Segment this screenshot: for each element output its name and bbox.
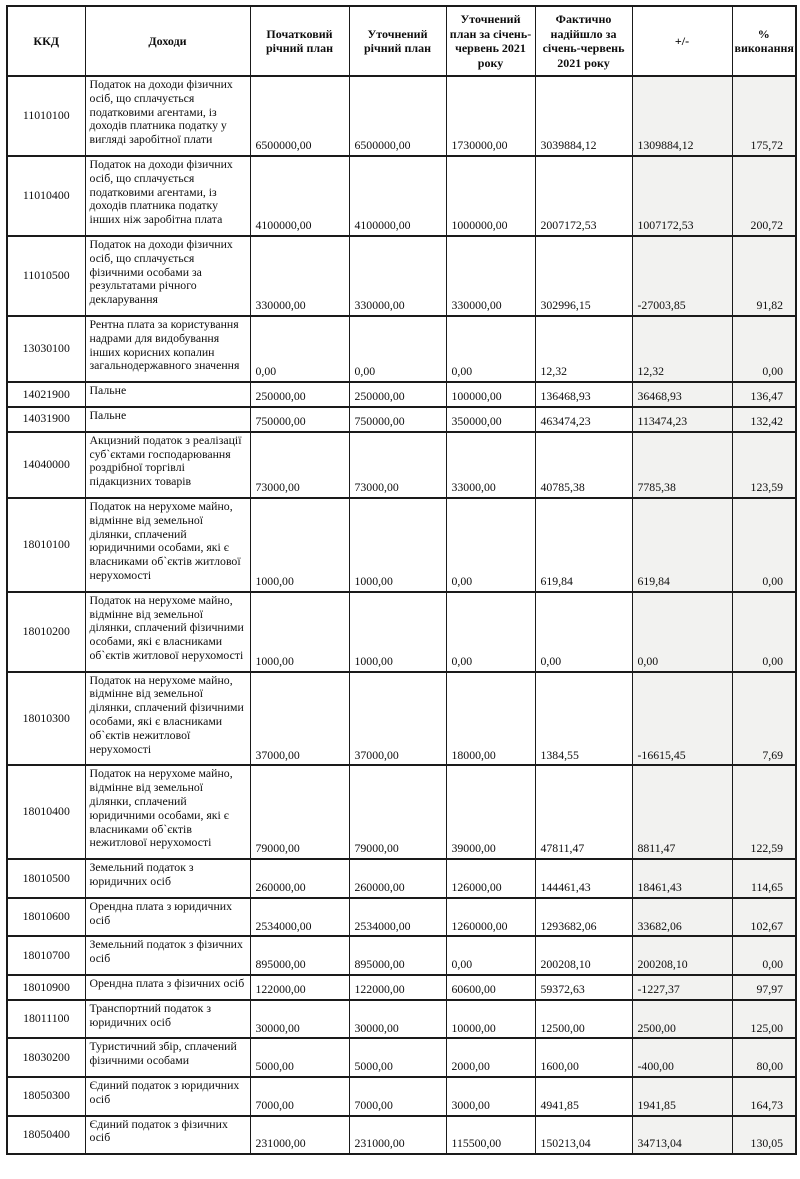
cell-plan-initial: 330000,00: [250, 236, 349, 316]
cell-plan-period: 18000,00: [446, 672, 535, 766]
cell-delta: 12,32: [632, 316, 732, 382]
cell-income-name: Єдиний податок з юридичних осіб: [85, 1077, 250, 1116]
cell-actual-received: 0,00: [535, 592, 632, 672]
cell-delta: -400,00: [632, 1038, 732, 1077]
cell-plan-refined: 7000,00: [349, 1077, 446, 1116]
cell-plan-refined: 79000,00: [349, 765, 446, 859]
cell-delta: 2500,00: [632, 1000, 732, 1039]
cell-actual-received: 40785,38: [535, 432, 632, 498]
cell-percent-execution: 91,82: [732, 236, 796, 316]
cell-delta: 34713,04: [632, 1116, 732, 1155]
cell-code: 18030200: [7, 1038, 85, 1077]
cell-code: 14021900: [7, 382, 85, 407]
cell-actual-received: 1384,55: [535, 672, 632, 766]
table-row: [7, 156, 796, 236]
cell-percent-execution: 130,05: [732, 1116, 796, 1155]
cell-plan-refined: 1000,00: [349, 592, 446, 672]
cell-actual-received: 150213,04: [535, 1116, 632, 1155]
cell-delta: 113474,23: [632, 407, 732, 432]
cell-code: 18010900: [7, 975, 85, 1000]
cell-actual-received: 619,84: [535, 498, 632, 592]
cell-actual-received: 59372,63: [535, 975, 632, 1000]
cell-code: 18010300: [7, 672, 85, 766]
cell-plan-initial: 4100000,00: [250, 156, 349, 236]
cell-code: 14040000: [7, 432, 85, 498]
cell-income-name: Транспортний податок з юридичних осіб: [85, 1000, 250, 1039]
cell-plan-refined: 73000,00: [349, 432, 446, 498]
cell-delta: 1007172,53: [632, 156, 732, 236]
cell-income-name: Податок на доходи фізичних осіб, що сплачується податковими агентами, із доходів платника податку у вигляді заробітної плати: [85, 76, 250, 156]
cell-plan-period: 1000000,00: [446, 156, 535, 236]
cell-percent-execution: 123,59: [732, 432, 796, 498]
cell-plan-initial: 1000,00: [250, 498, 349, 592]
cell-plan-initial: 122000,00: [250, 975, 349, 1000]
cell-percent-execution: 114,65: [732, 859, 796, 898]
table-row: [7, 936, 796, 975]
cell-code: 11010100: [7, 76, 85, 156]
cell-income-name: Єдиний податок з фізичних осіб: [85, 1116, 250, 1155]
cell-delta: 18461,43: [632, 859, 732, 898]
cell-delta: 8811,47: [632, 765, 732, 859]
cell-delta: 1941,85: [632, 1077, 732, 1116]
cell-plan-refined: 250000,00: [349, 382, 446, 407]
cell-income-name: Пальне: [85, 407, 250, 432]
cell-delta: -1227,37: [632, 975, 732, 1000]
cell-plan-period: 0,00: [446, 592, 535, 672]
cell-percent-execution: 136,47: [732, 382, 796, 407]
cell-plan-period: 126000,00: [446, 859, 535, 898]
cell-actual-received: 144461,43: [535, 859, 632, 898]
cell-actual-received: 3039884,12: [535, 76, 632, 156]
cell-code: 14031900: [7, 407, 85, 432]
table-row: [7, 765, 796, 859]
cell-plan-period: 100000,00: [446, 382, 535, 407]
table-row: [7, 76, 796, 156]
revenue-table: [6, 5, 797, 1155]
cell-income-name: Земельний податок з фізичних осіб: [85, 936, 250, 975]
table-row: [7, 1116, 796, 1155]
cell-percent-execution: 125,00: [732, 1000, 796, 1039]
cell-plan-initial: 79000,00: [250, 765, 349, 859]
cell-percent-execution: 164,73: [732, 1077, 796, 1116]
cell-plan-refined: 895000,00: [349, 936, 446, 975]
cell-plan-period: 1260000,00: [446, 898, 535, 937]
column-header-incomes: Доходи: [85, 6, 250, 76]
cell-code: 18010400: [7, 765, 85, 859]
cell-delta: 36468,93: [632, 382, 732, 407]
cell-actual-received: 4941,85: [535, 1077, 632, 1116]
cell-code: 11010500: [7, 236, 85, 316]
cell-code: 11010400: [7, 156, 85, 236]
cell-percent-execution: 0,00: [732, 498, 796, 592]
table-row: [7, 382, 796, 407]
cell-code: 18050300: [7, 1077, 85, 1116]
cell-actual-received: 302996,15: [535, 236, 632, 316]
cell-actual-received: 463474,23: [535, 407, 632, 432]
column-header-percent-execution: % виконання: [732, 6, 796, 76]
cell-percent-execution: 80,00: [732, 1038, 796, 1077]
cell-plan-period: 330000,00: [446, 236, 535, 316]
table-row: [7, 407, 796, 432]
cell-code: 18010700: [7, 936, 85, 975]
cell-plan-initial: 2534000,00: [250, 898, 349, 937]
cell-code: 13030100: [7, 316, 85, 382]
cell-plan-initial: 0,00: [250, 316, 349, 382]
cell-plan-period: 1730000,00: [446, 76, 535, 156]
cell-delta: -16615,45: [632, 672, 732, 766]
cell-income-name: Податок на нерухоме майно, відмінне від земельної ділянки, сплачений фізичними особами, які є власниками об`єктів нежитлової нерухомості: [85, 672, 250, 766]
cell-plan-period: 10000,00: [446, 1000, 535, 1039]
cell-percent-execution: 7,69: [732, 672, 796, 766]
cell-plan-refined: 1000,00: [349, 498, 446, 592]
cell-plan-refined: 37000,00: [349, 672, 446, 766]
cell-plan-period: 115500,00: [446, 1116, 535, 1155]
cell-code: 18010100: [7, 498, 85, 592]
cell-plan-initial: 260000,00: [250, 859, 349, 898]
cell-delta: 7785,38: [632, 432, 732, 498]
cell-income-name: Пальне: [85, 382, 250, 407]
cell-delta: 200208,10: [632, 936, 732, 975]
cell-income-name: Податок на нерухоме майно, відмінне від земельної ділянки, сплачений юридичними особами, які є власниками об`єктів житлової нерухомості: [85, 498, 250, 592]
header-row: [7, 6, 796, 76]
cell-plan-period: 0,00: [446, 936, 535, 975]
cell-plan-refined: 231000,00: [349, 1116, 446, 1155]
cell-delta: -27003,85: [632, 236, 732, 316]
cell-actual-received: 200208,10: [535, 936, 632, 975]
table-row: [7, 859, 796, 898]
cell-actual-received: 136468,93: [535, 382, 632, 407]
cell-percent-execution: 175,72: [732, 76, 796, 156]
cell-delta: 1309884,12: [632, 76, 732, 156]
table-row: [7, 1038, 796, 1077]
cell-percent-execution: 0,00: [732, 316, 796, 382]
table-row: [7, 672, 796, 766]
table-row: [7, 1000, 796, 1039]
cell-plan-refined: 2534000,00: [349, 898, 446, 937]
cell-delta: 33682,06: [632, 898, 732, 937]
cell-plan-refined: 4100000,00: [349, 156, 446, 236]
cell-plan-period: 0,00: [446, 498, 535, 592]
cell-income-name: Земельний податок з юридичних осіб: [85, 859, 250, 898]
cell-income-name: Орендна плата з фізичних осіб: [85, 975, 250, 1000]
cell-plan-period: 0,00: [446, 316, 535, 382]
cell-percent-execution: 97,97: [732, 975, 796, 1000]
cell-percent-execution: 122,59: [732, 765, 796, 859]
cell-income-name: Податок на доходи фізичних осіб, що сплачується фізичними особами за результатами річного декларування: [85, 236, 250, 316]
column-header-initial-annual-plan: Початковий річний план: [250, 6, 349, 76]
cell-actual-received: 12500,00: [535, 1000, 632, 1039]
cell-percent-execution: 0,00: [732, 592, 796, 672]
table-row: [7, 236, 796, 316]
cell-income-name: Орендна плата з юридичних осіб: [85, 898, 250, 937]
column-header-kkd: ККД: [7, 6, 85, 76]
cell-actual-received: 47811,47: [535, 765, 632, 859]
cell-plan-initial: 750000,00: [250, 407, 349, 432]
cell-percent-execution: 132,42: [732, 407, 796, 432]
cell-plan-period: 39000,00: [446, 765, 535, 859]
cell-plan-refined: 0,00: [349, 316, 446, 382]
cell-plan-initial: 37000,00: [250, 672, 349, 766]
cell-actual-received: 1600,00: [535, 1038, 632, 1077]
cell-income-name: Акцизний податок з реалізації суб`єктами господарювання роздрібної торгівлі підакцизних товарів: [85, 432, 250, 498]
table-row: [7, 898, 796, 937]
cell-actual-received: 2007172,53: [535, 156, 632, 236]
cell-plan-period: 3000,00: [446, 1077, 535, 1116]
cell-income-name: Туристичний збір, сплачений фізичними особами: [85, 1038, 250, 1077]
cell-delta: 0,00: [632, 592, 732, 672]
table-row: [7, 1077, 796, 1116]
table-row: [7, 975, 796, 1000]
cell-percent-execution: 0,00: [732, 936, 796, 975]
cell-plan-refined: 30000,00: [349, 1000, 446, 1039]
cell-code: 18010200: [7, 592, 85, 672]
column-header-refined-annual-plan: Уточнений річний план: [349, 6, 446, 76]
cell-plan-period: 350000,00: [446, 407, 535, 432]
cell-plan-initial: 895000,00: [250, 936, 349, 975]
cell-plan-initial: 6500000,00: [250, 76, 349, 156]
cell-actual-received: 1293682,06: [535, 898, 632, 937]
column-header-actual-received: Фактично надійшло за січень-червень 2021 року: [535, 6, 632, 76]
cell-delta: 619,84: [632, 498, 732, 592]
cell-code: 18010500: [7, 859, 85, 898]
cell-plan-initial: 250000,00: [250, 382, 349, 407]
cell-plan-initial: 5000,00: [250, 1038, 349, 1077]
cell-plan-period: 33000,00: [446, 432, 535, 498]
cell-plan-refined: 260000,00: [349, 859, 446, 898]
cell-percent-execution: 200,72: [732, 156, 796, 236]
cell-plan-initial: 7000,00: [250, 1077, 349, 1116]
table-row: [7, 316, 796, 382]
cell-actual-received: 12,32: [535, 316, 632, 382]
cell-plan-refined: 330000,00: [349, 236, 446, 316]
cell-plan-refined: 122000,00: [349, 975, 446, 1000]
table-row: [7, 592, 796, 672]
cell-plan-initial: 231000,00: [250, 1116, 349, 1155]
cell-plan-period: 60600,00: [446, 975, 535, 1000]
cell-code: 18050400: [7, 1116, 85, 1155]
cell-plan-initial: 1000,00: [250, 592, 349, 672]
cell-plan-period: 2000,00: [446, 1038, 535, 1077]
column-header-delta: +/-: [632, 6, 732, 76]
cell-plan-refined: 6500000,00: [349, 76, 446, 156]
cell-plan-initial: 73000,00: [250, 432, 349, 498]
cell-percent-execution: 102,67: [732, 898, 796, 937]
cell-income-name: Податок на доходи фізичних осіб, що сплачується податковими агентами, із доходів платника податку інших ніж заробітна плата: [85, 156, 250, 236]
cell-income-name: Податок на нерухоме майно, відмінне від земельної ділянки, сплачений фізичними особами, які є власниками об`єктів житлової нерухомості: [85, 592, 250, 672]
cell-plan-refined: 5000,00: [349, 1038, 446, 1077]
table-row: [7, 432, 796, 498]
column-header-refined-period-plan: Уточнений план за січень-червень 2021 року: [446, 6, 535, 76]
cell-income-name: Податок на нерухоме майно, відмінне від земельної ділянки, сплачений юридичними особами, які є власниками об`єктів нежитлової нерухомості: [85, 765, 250, 859]
cell-income-name: Рентна плата за користування надрами для видобування інших корисних копалин загальнодержавного значення: [85, 316, 250, 382]
cell-plan-refined: 750000,00: [349, 407, 446, 432]
cell-code: 18011100: [7, 1000, 85, 1039]
table-row: [7, 498, 796, 592]
cell-plan-initial: 30000,00: [250, 1000, 349, 1039]
cell-code: 18010600: [7, 898, 85, 937]
